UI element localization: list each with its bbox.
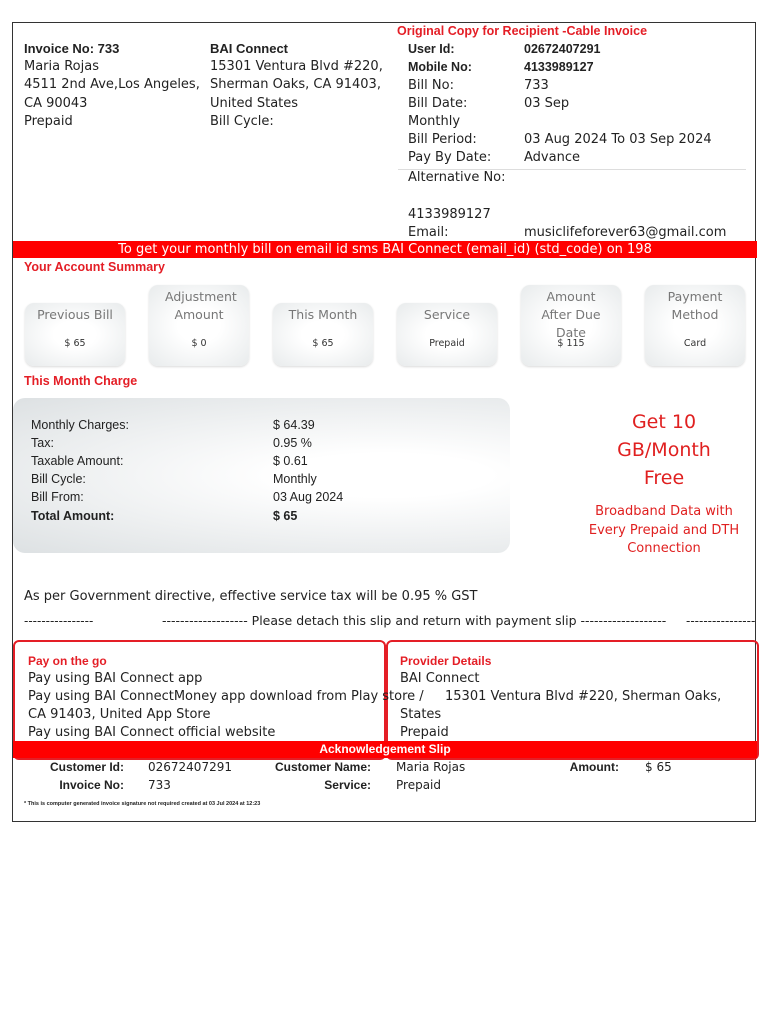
card-value: $ 65: [64, 338, 86, 349]
copy-label: Original Copy for Recipient -Cable Invoice: [397, 24, 648, 38]
promo-line: Get 10: [631, 411, 697, 433]
card-value: $ 65: [312, 338, 334, 349]
charge-label: Bill Cycle:: [31, 472, 86, 486]
summary-card-payment-method: [645, 285, 745, 366]
summary-card-previous-bill: [25, 303, 125, 366]
ack-amount-label: Amount:: [569, 760, 619, 774]
customer-address-line: 4511 2nd Ave,Los Angeles,: [24, 77, 200, 93]
provider-address-line: 15301 Ventura Blvd #220,: [210, 59, 383, 75]
customer-name: Maria Rojas: [24, 59, 99, 75]
charge-label: Monthly Charges:: [31, 418, 129, 432]
bill-period-label: Bill Period:: [408, 132, 477, 147]
card-label: Amount After Due Date: [541, 289, 601, 340]
ack-slip-title: Acknowledgement Slip: [13, 741, 757, 758]
account-summary-title: Your Account Summary: [24, 260, 165, 274]
bill-no-label: Bill No:: [408, 78, 454, 93]
summary-card-amount-after-due: [521, 285, 621, 366]
charge-label: Bill From:: [31, 490, 84, 504]
email-bill-banner: To get your monthly bill on email id sms BAI Connect (email_id) (std_code) on 198: [13, 241, 757, 258]
promo-sub-line: Every Prepaid and DTH: [588, 522, 740, 538]
summary-card-service: [397, 303, 497, 366]
pay-option: Pay using BAI Connect app: [28, 671, 203, 686]
provider-details-title: Provider Details: [400, 654, 492, 668]
alt-no-label: Alternative No:: [408, 170, 506, 185]
promo-sub-line: Broadband Data with: [595, 504, 733, 519]
card-value: $ 0: [191, 338, 207, 349]
bill-period-value: 03 Aug 2024 To 03 Sep 2024: [524, 132, 712, 147]
ack-amount-value: $ 65: [645, 760, 672, 774]
month-charge-title: This Month Charge: [24, 374, 138, 388]
gst-note: As per Government directive, effective service tax will be 0.95 % GST: [24, 589, 478, 604]
provider-details-address: States: [400, 707, 442, 722]
ack-customer-id-label: Customer Id:: [49, 760, 124, 774]
promo-line: GB/Month: [617, 439, 711, 461]
ack-customer-name-label: Customer Name:: [274, 760, 371, 774]
bill-date-value: 03 Sep: [524, 96, 570, 111]
charge-value: $ 0.61: [273, 454, 308, 468]
detach-dashes-left: ----------------: [24, 614, 94, 628]
bill-date-label: Bill Date:: [408, 96, 468, 111]
total-amount-label: Total Amount:: [31, 509, 115, 523]
card-label: Service: [423, 307, 471, 322]
promo-sub-line: Connection: [627, 541, 701, 556]
detach-instruction: ------------------- Please detach this slip and return with payment slip -------------------: [162, 613, 667, 628]
ack-customer-name-value: Maria Rojas: [396, 760, 466, 774]
card-label: Payment Method: [667, 289, 723, 322]
charge-value: $ 64.39: [273, 418, 315, 432]
pay-option: CA 91403, United App Store: [28, 707, 211, 722]
card-label: This Month: [288, 307, 358, 322]
bill-cycle-label: Bill Cycle:: [210, 113, 274, 129]
provider-address-line: Sherman Oaks, CA 91403,: [210, 77, 381, 93]
summary-card-adjustment: [149, 285, 249, 366]
total-amount-value: $ 65: [273, 509, 298, 523]
user-id-label: User Id:: [408, 42, 455, 56]
ack-invoice-no-label: Invoice No:: [59, 778, 124, 792]
pay-on-go-title: Pay on the go: [28, 654, 107, 668]
promo-headline: [572, 408, 756, 492]
provider-details-plan: Prepaid: [400, 725, 449, 740]
provider-address-line: United States: [210, 95, 299, 111]
ack-service-value: Prepaid: [396, 778, 441, 792]
promo-line: Free: [643, 467, 685, 489]
ack-customer-id-value: 02672407291: [148, 760, 232, 774]
ack-invoice-no-value: 733: [148, 778, 171, 792]
charge-label: Tax:: [31, 436, 54, 450]
mobile-no-value: 4133989127: [524, 60, 594, 74]
provider-details-name: BAI Connect: [400, 671, 480, 686]
bill-no-value: 733: [524, 78, 549, 93]
customer-plan: Prepaid: [24, 113, 73, 129]
pay-option: Pay using BAI ConnectMoney app download from Play store /: [28, 689, 424, 704]
mobile-no-label: Mobile No:: [408, 60, 472, 74]
email-value: musiclifeforever63@gmail.com: [524, 225, 727, 240]
invoice-number: Invoice No: 733: [24, 41, 120, 56]
charge-value: 0.95 %: [273, 436, 312, 450]
charge-label: Taxable Amount:: [31, 454, 124, 468]
detach-dashes-right: ----------------: [686, 614, 756, 628]
charge-value: Monthly: [273, 472, 317, 486]
summary-card-this-month: [273, 303, 373, 366]
card-label: Previous Bill: [37, 307, 113, 322]
pay-by-value: Advance: [524, 150, 580, 165]
user-id-value: 02672407291: [524, 42, 601, 56]
card-value: $ 115: [557, 338, 585, 349]
ack-service-label: Service:: [324, 778, 371, 792]
provider-details-address: 15301 Ventura Blvd #220, Sherman Oaks,: [445, 689, 722, 704]
customer-address-line: CA 90043: [24, 95, 88, 111]
customer-block: [24, 40, 200, 131]
promo-subtext: [572, 503, 756, 559]
card-label: Adjustment Amount: [165, 289, 237, 322]
pay-by-label: Pay By Date:: [408, 150, 492, 165]
alt-no-value: 4133989127: [408, 207, 491, 222]
card-value: Card: [683, 338, 707, 349]
provider-name: BAI Connect: [210, 41, 288, 56]
provider-block: [210, 40, 383, 131]
pay-option: Pay using BAI Connect official website: [28, 725, 276, 740]
charge-value: 03 Aug 2024: [273, 490, 344, 504]
card-value: Prepaid: [429, 338, 465, 349]
email-label: Email:: [408, 225, 449, 240]
bill-cycle-value: Monthly: [408, 114, 461, 129]
footnote: * This is computer generated invoice signature not required created at 03 Jul 2024 at 12:23: [24, 801, 261, 807]
